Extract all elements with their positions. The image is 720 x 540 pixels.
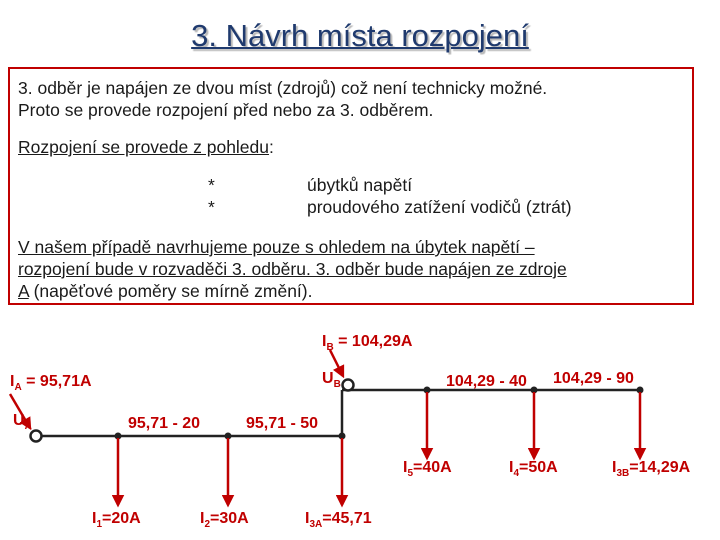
paragraph-line-3-rest: (napěťové poměry se mírně změní). — [28, 281, 313, 301]
page-title: 3. Návrh místa rozpojení — [191, 18, 529, 53]
label-ub: $U_B$ — [322, 370, 341, 391]
criteria-heading-colon: : — [269, 137, 274, 157]
label-i1: $I_1=20A$ — [92, 510, 141, 531]
text-line-2: Proto se provede rozpojení před nebo za 3. odběrem. — [18, 100, 434, 120]
label-segment-3: 104,29 - 40 — [446, 373, 527, 390]
label-i3a: $I_{3A}=45,71$ — [305, 510, 372, 531]
label-i2: $I_2=30A$ — [200, 510, 249, 531]
bullet-text-2: proudového zatížení vodičů (ztrát) — [307, 197, 572, 217]
label-ua: $U_A$ — [13, 412, 32, 433]
bullet-text-1: úbytků napětí — [307, 175, 413, 195]
bullet-star-2: * — [208, 197, 215, 217]
paragraph-line-2: rozpojení bude v rozvaděči 3. odběru. 3. odběr bude napájen ze zdroje — [18, 259, 567, 279]
label-segment-1: 95,71 - 20 — [128, 415, 201, 432]
bullet-star-1: * — [208, 175, 215, 195]
label-i5: $I_5=40A$ — [403, 459, 452, 480]
label-ia: $I_A = 95,71A$ — [10, 373, 92, 394]
source-b-terminal — [343, 380, 354, 391]
paragraph-line-1: V našem případě navrhujeme pouze s ohledem na úbytek napětí – — [18, 237, 535, 257]
criteria-heading-text: Rozpojení se provede z pohledu — [18, 137, 270, 157]
label-segment-4: 104,29 - 90 — [553, 370, 634, 387]
label-ib: $I_B = 104,29A$ — [322, 333, 413, 354]
text-line-1: 3. odběr je napájen ze dvou míst (zdrojů) což není technicky možné. — [18, 78, 548, 98]
source-a-terminal — [31, 431, 42, 442]
label-segment-2: 95,71 - 50 — [246, 415, 319, 432]
paragraph-source-a: A — [18, 281, 29, 301]
label-i4: $I_4=50A$ — [509, 459, 558, 480]
label-i3b: $I_{3B}=14,29A$ — [612, 459, 691, 480]
